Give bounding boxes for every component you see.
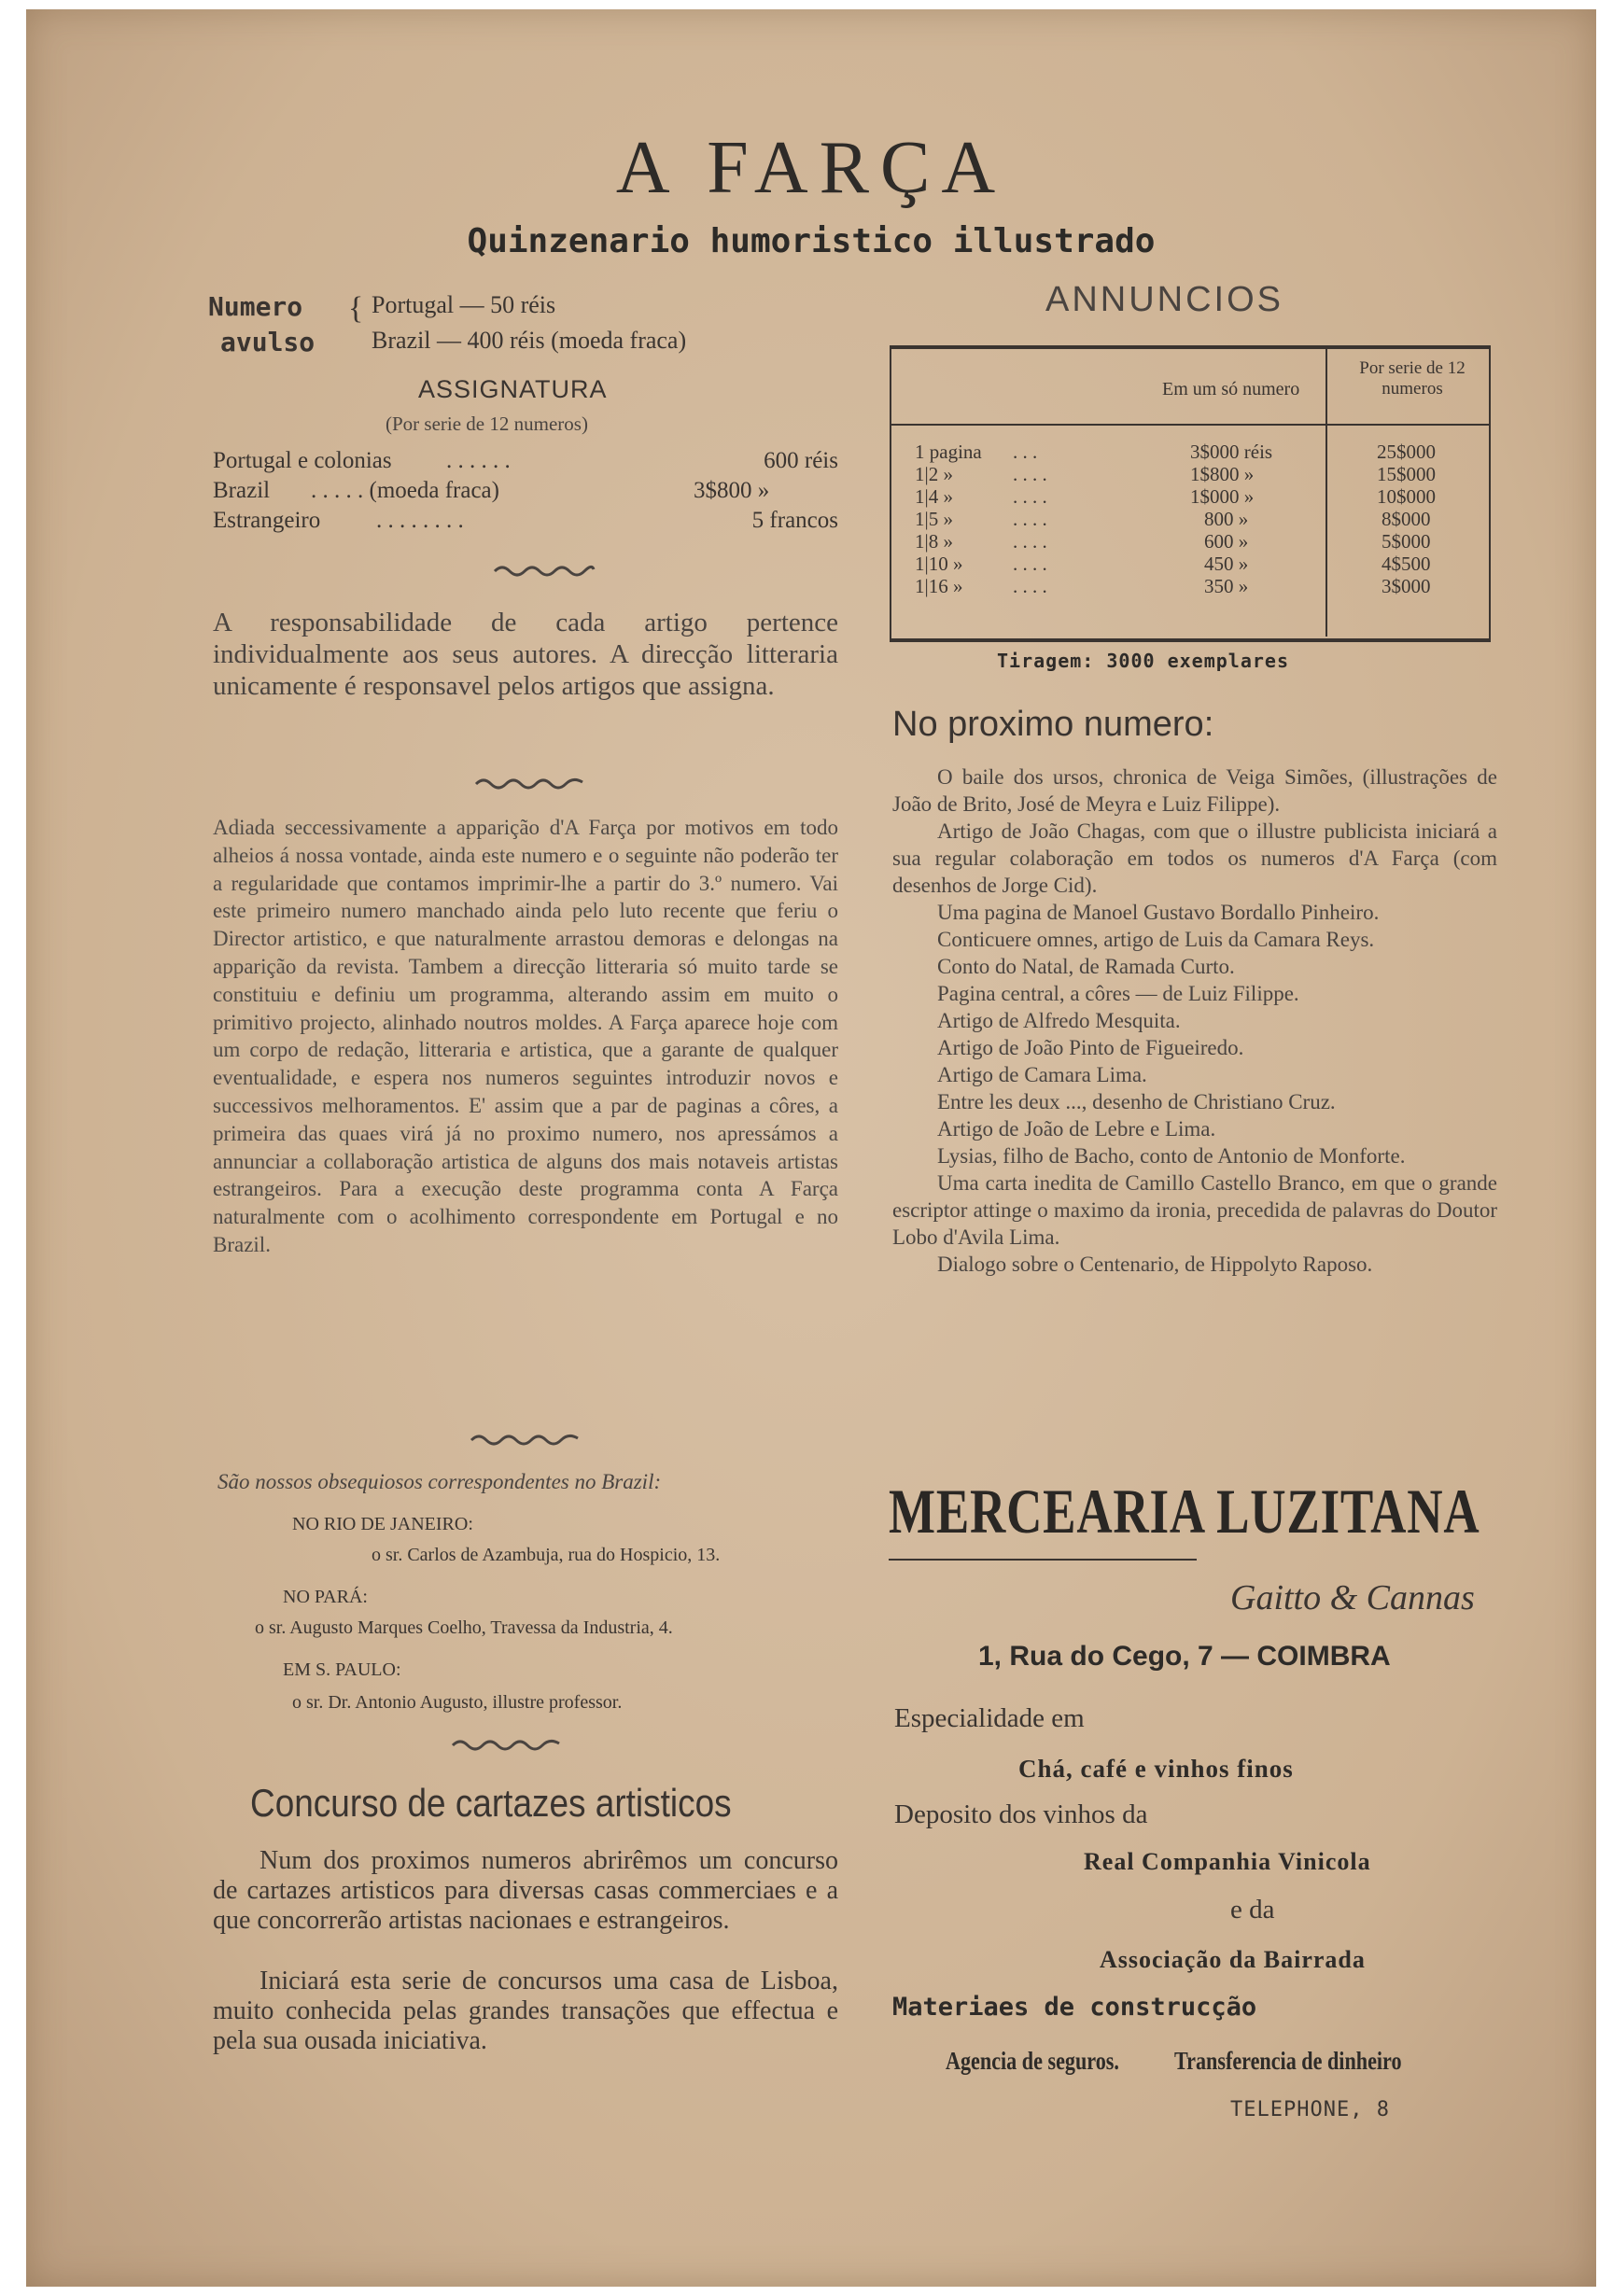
ad-size: 1|10 » [915, 553, 963, 575]
table-row [891, 530, 1489, 553]
correspondente-person: o sr. Augusto Marques Coelho, Travessa da Industria, 4. [255, 1617, 673, 1638]
ad-single-price: 600 » [1204, 530, 1249, 553]
ad-single-price: 800 » [1204, 508, 1249, 530]
mercearia-address: 1, Rua do Cego, 7 — COIMBRA [978, 1641, 1391, 1672]
assignatura-price: 5 francos [751, 508, 838, 533]
responsabilidade-note: A responsabilidade de cada artigo pertence individualmente aos seus autores. A direcção litteraria unicamente é responsavel pelos artigos que assigna. [213, 608, 838, 701]
list-item: O baile dos ursos, chronica de Veiga Simões, (illustrações de João de Brito, José de Meyra e Luiz Filippe). [892, 765, 1497, 816]
mercearia-owners: Gaitto & Cannas [1230, 1578, 1475, 1617]
ad-size: 1|16 » [915, 575, 963, 597]
correspondente-city: NO RIO DE JANEIRO: [292, 1514, 473, 1534]
price-portugal: Portugal — 50 réis [372, 291, 556, 318]
concurso-paragraph: Num dos proximos numeros abrirêmos um concurso de cartazes artisticos para diversas casas commerciaes e a que concorrerão artistas nacionaes e estrangeiros. [213, 1846, 838, 1935]
list-item: Uma pagina de Manoel Gustavo Bordallo Pinheiro. [937, 901, 1380, 924]
annuncios-col1-header: Em um só numero [1162, 379, 1300, 399]
table-divider [891, 424, 1489, 426]
list-item: Artigo de João de Lebre e Lima. [937, 1117, 1216, 1141]
list-item: Artigo de Alfredo Mesquita. [937, 1009, 1181, 1032]
ad-series-price: 3$000 [1382, 575, 1431, 597]
list-item: Entre les deux ..., desenho de Christiano Cruz. [937, 1090, 1336, 1113]
mercearia-company1: Real Companhia Vinicola [1084, 1848, 1371, 1875]
tiragem-note: Tiragem: 3000 exemplares [997, 650, 1289, 672]
mercearia-company2: Associação da Bairrada [1100, 1946, 1366, 1973]
list-item: Artigo de João Pinto de Figueiredo. [937, 1036, 1244, 1059]
assignatura-place: Brazil [213, 478, 271, 503]
ad-single-price: 450 » [1204, 553, 1249, 575]
ad-single-price: 1$000 » [1190, 485, 1255, 508]
assignatura-place: Estrangeiro [213, 508, 321, 533]
assignatura-dots: . . . . . . . . [376, 508, 464, 533]
ad-rule [889, 1559, 1197, 1561]
table-row [891, 553, 1489, 575]
assignatura-price: 3$800 » [694, 478, 770, 503]
mercearia-deposito: Deposito dos vinhos da [894, 1799, 1148, 1829]
correspondente-person: o sr. Carlos de Azambuja, rua do Hospicio, 13. [372, 1545, 721, 1565]
proximo-list [892, 763, 1497, 1278]
table-row [891, 508, 1489, 530]
annuncios-title: ANNUNCIOS [1045, 280, 1284, 319]
mercearia-agencia: Agencia de seguros. [946, 2047, 1119, 2075]
assignatura-dots: . . . . . . [446, 448, 511, 473]
numero-label: Numero [208, 291, 303, 322]
ad-series-price: 15$000 [1377, 463, 1436, 485]
squiggle-divider [474, 775, 586, 790]
ad-single-price: 1$800 » [1190, 463, 1255, 485]
ad-size: 1|2 » [915, 463, 953, 485]
concurso-title: Concurso de cartazes artisticos [250, 1781, 732, 1825]
assignatura-table [213, 448, 838, 538]
mercearia-especialidade: Especialidade em [894, 1703, 1085, 1733]
assignatura-title: ASSIGNATURA [418, 375, 608, 403]
assignatura-subtitle: (Por serie de 12 numeros) [386, 413, 588, 435]
table-row [891, 485, 1489, 508]
mercearia-transferencia: Transferencia de dinheiro [1174, 2047, 1402, 2075]
ad-dots: . . . . [1013, 508, 1047, 530]
ad-single-price: 3$000 réis [1190, 441, 1273, 463]
proximo-title: No proximo numero: [892, 705, 1214, 744]
mercearia-e-da: e da [1230, 1895, 1275, 1925]
ad-series-price: 25$000 [1377, 441, 1436, 463]
newspaper-page [26, 9, 1596, 2287]
list-item: Dialogo sobre o Centenario, de Hippolyto Raposo. [937, 1253, 1373, 1276]
mercearia-materiaes: Materiaes de construcção [892, 1993, 1257, 2022]
table-row [891, 463, 1489, 485]
annuncios-col2-header: Por serie de 12 numeros [1359, 358, 1466, 399]
mercearia-telephone: TELEPHONE, 8 [1230, 2098, 1390, 2121]
concurso-paragraph: Iniciará esta serie de concursos uma casa de Lisboa, muito conhecida pelas grandes transações que effectua e pela sua ousada iniciativa. [213, 1967, 838, 2055]
ad-dots: . . . . [1013, 553, 1047, 575]
list-item: Uma carta inedita de Camillo Castello Branco, em que o grande escriptor attinge o maximo da ironia, precedida de palavras do Doutor Lobo d'Avila Lima. [892, 1171, 1497, 1249]
ad-dots: . . . . [1013, 530, 1047, 553]
price-brazil: Brazil — 400 réis (moeda fraca) [372, 327, 687, 354]
correspondente-city: NO PARÁ: [283, 1587, 368, 1607]
ad-size: 1|4 » [915, 485, 953, 508]
assignatura-price: 600 réis [764, 448, 838, 473]
mercearia-name: MERCEARIA LUZITANA [889, 1476, 1480, 1547]
correspondente-city: EM S. PAULO: [283, 1659, 401, 1680]
ad-size: 1|8 » [915, 530, 953, 553]
ad-series-price: 8$000 [1382, 508, 1431, 530]
list-item: Artigo de João Chagas, com que o illustre publicista iniciará a sua regular colaboração em todos os numeros d'A Farça (com desenhos de Jorge Cid). [892, 819, 1497, 897]
ad-single-price: 350 » [1204, 575, 1249, 597]
list-item: Conto do Natal, de Ramada Curto. [937, 955, 1235, 978]
ad-series-price: 5$000 [1382, 530, 1431, 553]
ad-series-price: 4$500 [1382, 553, 1431, 575]
ad-size: 1 pagina [915, 441, 982, 463]
squiggle-divider [493, 562, 596, 577]
correspondentes-title: São nossos obsequiosos correspondentes no Brazil: [217, 1470, 662, 1493]
ad-dots: . . . [1013, 441, 1038, 463]
ad-size: 1|5 » [915, 508, 953, 530]
squiggle-divider [470, 1431, 582, 1446]
page-title: A FARÇA [615, 127, 1007, 209]
assignatura-place: Portugal e colonias [213, 448, 392, 473]
assignatura-dots: . . . . . (moeda fraca) [311, 478, 499, 503]
avulso-label: avulso [220, 327, 316, 357]
ad-dots: . . . . [1013, 575, 1047, 597]
list-item: Pagina central, a côres — de Luiz Filippe. [937, 982, 1299, 1005]
adiada-article: Adiada seccessivamente a apparição d'A Farça por motivos em todo alheios á nossa vontade, ainda este numero e o seguinte não poderão ter a regularidade que contamos imprimir-lhe a partir do 3.º numero. Vai este primeiro numero manchado ainda pelo luto recente que feriu o Director artistico, e que naturalmente arrastou demoras e delongas na apparição da revista. Tambem a direcção litteraria só muito tarde se constituiu e definiu um programma, alterando assim em muito o primitivo projecto, alinhado noutros moldes. A Farça aparece hoje com um corpo de redação, litteraria e artistica, que a garante de qualquer eventualidade, e espera nos numeros seguintes introduzir novos e successivos melhoramentos. E' assim que a par de paginas a côres, a primeira das quaes virá já no proximo numero, nos apressámos a annunciar a collaboração artistica de alguns dos mais notaveis artistas estrangeiros. Para a execução deste programma conta A Farça naturalmente com o acolhimento correspondente em Portugal e no Brazil. [213, 816, 838, 1256]
table-row [891, 441, 1489, 463]
squiggle-divider [451, 1736, 563, 1751]
correspondente-person: o sr. Dr. Antonio Augusto, illustre professor. [292, 1692, 623, 1713]
mercearia-products: Chá, café e vinhos finos [1018, 1755, 1294, 1783]
list-item: Lysias, filho de Bacho, conto de Antonio de Monforte. [937, 1144, 1406, 1168]
numero-brace: { [348, 291, 364, 326]
ad-dots: . . . . [1013, 485, 1047, 508]
list-item: Artigo de Camara Lima. [937, 1063, 1147, 1086]
page-subtitle: Quinzenario humoristico illustrado [467, 222, 1156, 260]
table-row [891, 575, 1489, 597]
ad-dots: . . . . [1013, 463, 1047, 485]
ad-series-price: 10$000 [1377, 485, 1436, 508]
annuncios-table [890, 345, 1491, 642]
list-item: Conticuere omnes, artigo de Luis da Camara Reys. [937, 928, 1375, 951]
